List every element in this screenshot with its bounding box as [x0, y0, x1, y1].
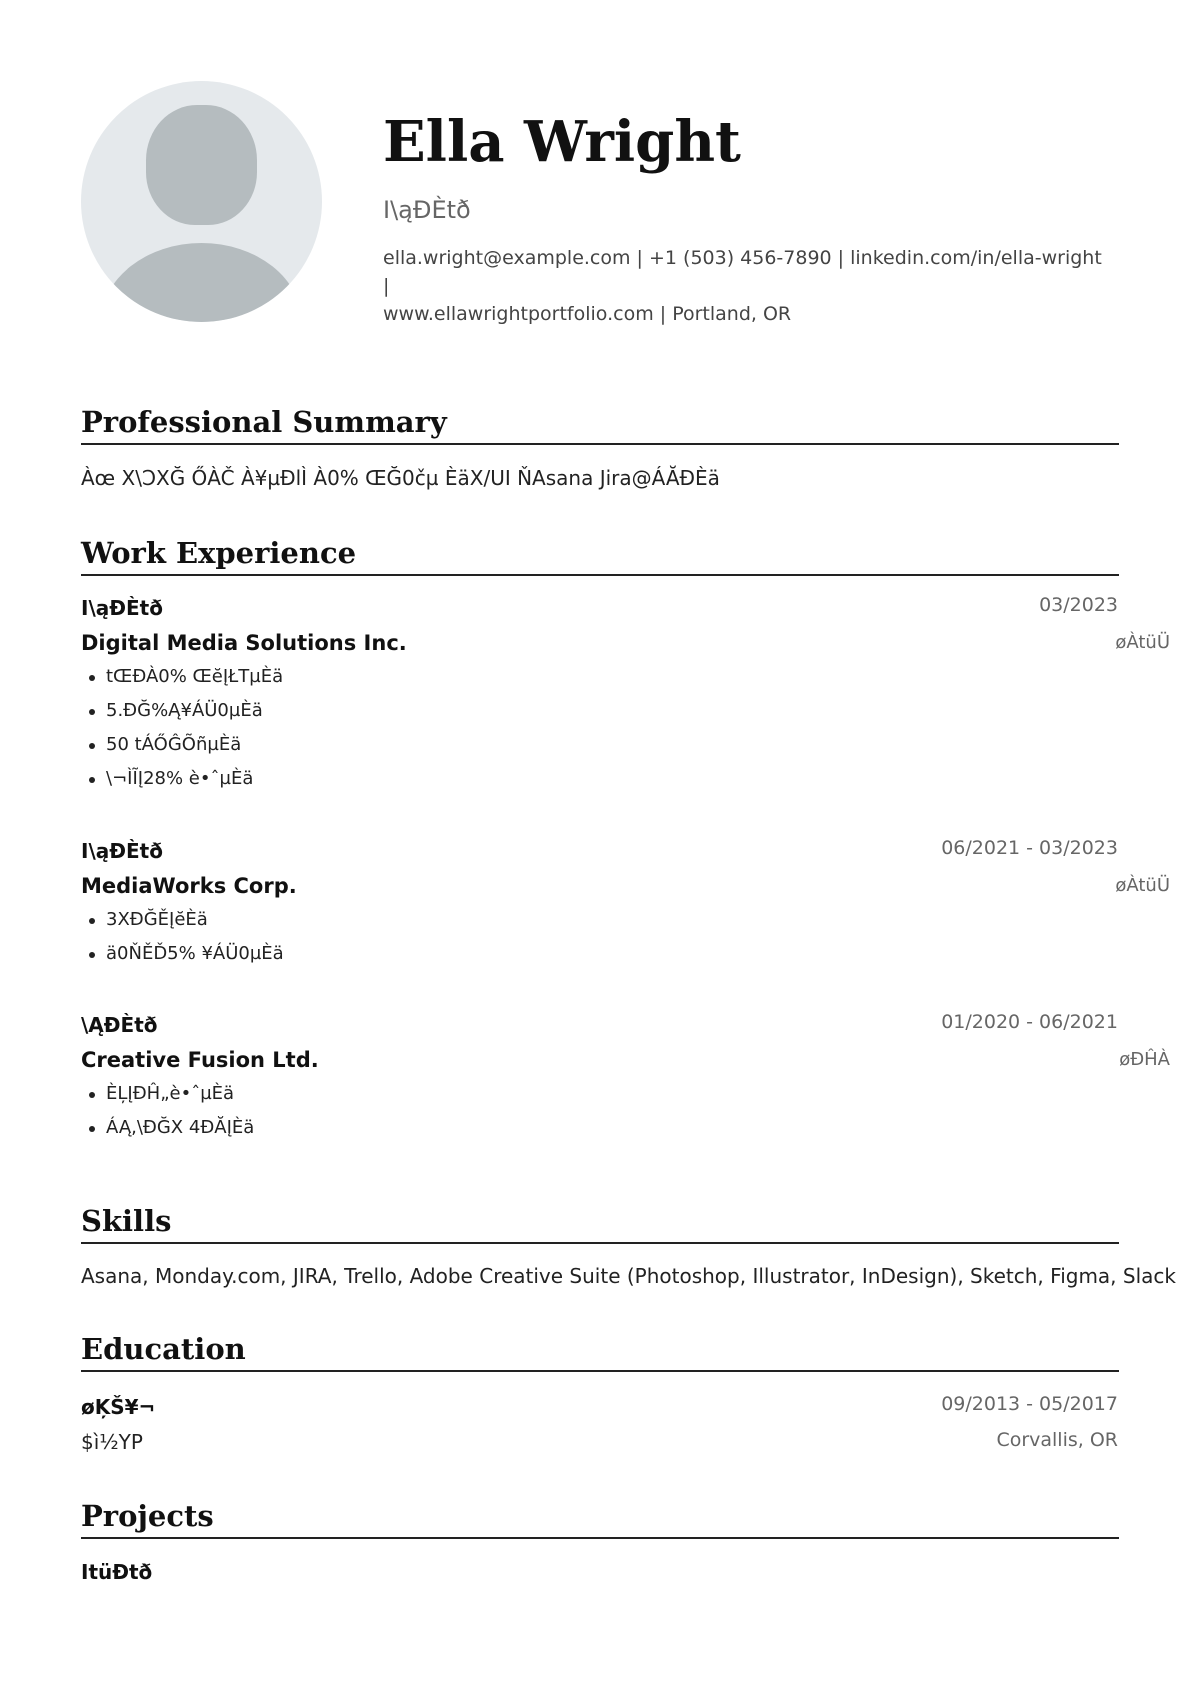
avatar	[81, 81, 322, 322]
list-item: tŒĐÀ0% ŒĕĮŁTµÈä	[106, 660, 283, 694]
job-2-bullets	[81, 903, 284, 971]
list-item: \¬ÌĨĮ28% è•ˆµÈä	[106, 762, 283, 796]
education-school: $ì½YP	[81, 1430, 143, 1454]
job-1-role: I\ąĐÈtð	[81, 596, 163, 620]
contact-line-1: ella.wright@example.com | +1 (503) 456-7890 | linkedin.com/in/ella-wright |	[383, 247, 1102, 297]
contact-line-2: www.ellawrightportfolio.com | Portland, OR	[383, 303, 792, 325]
education-heading: Education	[81, 1332, 246, 1366]
job-3-role: \ĄĐÈtð	[81, 1013, 158, 1037]
job-3-bullets	[81, 1077, 254, 1145]
job-1-location: øÀtüÜ	[1115, 632, 1170, 653]
job-3-location: øĐĤÀ	[1119, 1049, 1170, 1070]
avatar-body-shape	[101, 243, 302, 322]
avatar-head-shape	[146, 105, 257, 225]
project-1-title: ItüĐtð	[81, 1560, 153, 1584]
education-date: 09/2013 - 05/2017	[941, 1393, 1118, 1415]
list-item: ä0ŇĚĎ5% ¥ÁÜ0µÈä	[106, 937, 284, 971]
projects-heading: Projects	[81, 1499, 214, 1533]
job-1-date: 03/2023	[1039, 594, 1118, 616]
list-item: ÈĻĮĐĤ„è•ˆµÈä	[106, 1077, 254, 1111]
job-2-location: øÀtüÜ	[1115, 875, 1170, 896]
list-item: 5.ĐĞ%Ą¥ÁÜ0µÈä	[106, 694, 283, 728]
job-2-company: MediaWorks Corp.	[81, 874, 297, 898]
job-1-bullets	[81, 660, 283, 796]
list-item: 3ХĐĞĚĮĕÈä	[106, 903, 284, 937]
job-3-date: 01/2020 - 06/2021	[941, 1011, 1118, 1033]
education-degree: øĶŠ¥¬	[81, 1395, 156, 1419]
skills-text: Asana, Monday.com, JIRA, Trello, Adobe Creative Suite (Photoshop, Illustrator, InDesign), Sketch, Figma, Slack	[81, 1264, 1176, 1288]
job-2-role: I\ąĐÈtð	[81, 839, 163, 863]
summary-text: Àœ X\ƆXĞ ŐÀČ À¥µĐlÌ À0% ŒĞ0čµ ÈäX/UI ŇAsana Jira@ÁĂĐÈä	[81, 466, 720, 490]
education-divider	[81, 1370, 1119, 1372]
summary-divider	[81, 443, 1119, 445]
projects-divider	[81, 1537, 1119, 1539]
experience-divider	[81, 574, 1119, 576]
skills-divider	[81, 1242, 1119, 1244]
job-1-company: Digital Media Solutions Inc.	[81, 631, 407, 655]
job-title: I\ąĐÈtð	[383, 196, 471, 224]
contact-info	[383, 244, 1113, 328]
education-location: Corvallis, OR	[996, 1429, 1118, 1451]
list-item: 50 tÁŐĜÕñµÈä	[106, 728, 283, 762]
candidate-name: Ella Wright	[383, 109, 741, 175]
skills-heading: Skills	[81, 1204, 172, 1238]
job-2-date: 06/2021 - 03/2023	[941, 837, 1118, 859]
job-3-company: Creative Fusion Ltd.	[81, 1048, 319, 1072]
summary-heading: Professional Summary	[81, 405, 447, 439]
experience-heading: Work Experience	[81, 536, 357, 570]
list-item: ÁĄ,\ĐĞX 4ĐĂĮÈä	[106, 1111, 254, 1145]
